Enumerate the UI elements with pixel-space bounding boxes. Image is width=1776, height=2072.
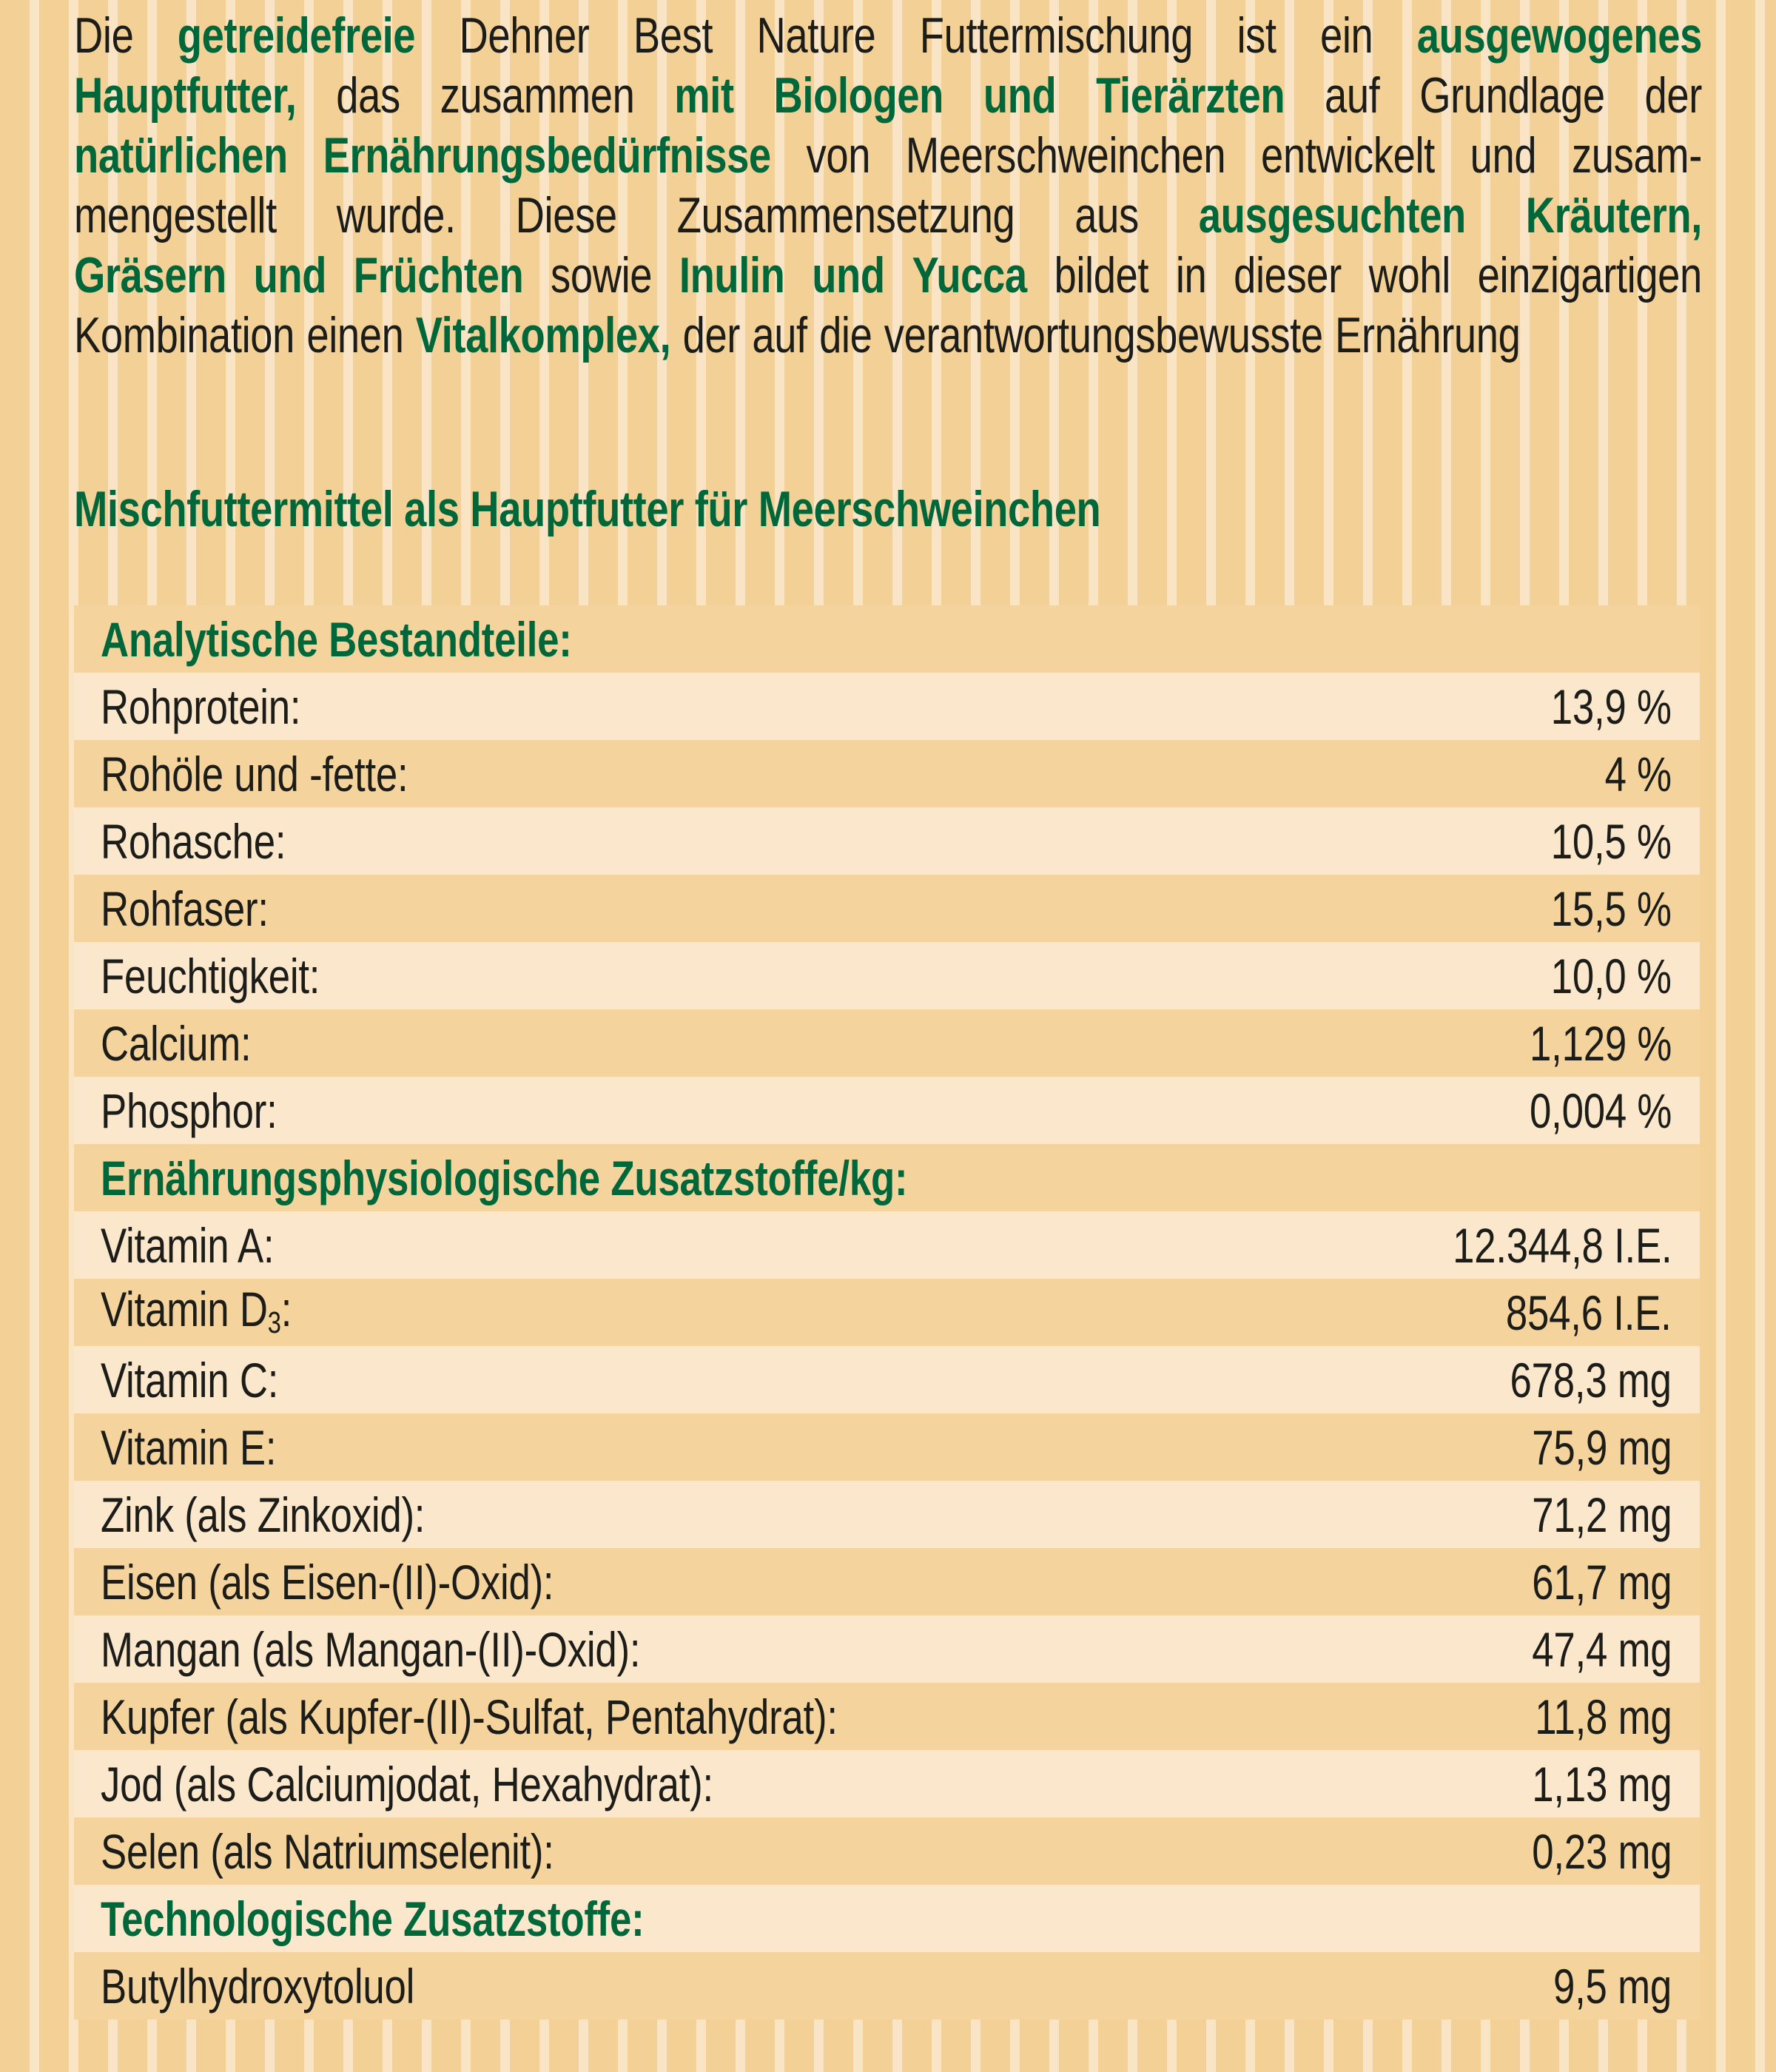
intro-word: dieser [1234, 247, 1342, 303]
intro-word: wohl [1368, 247, 1450, 303]
intro-line [74, 6, 1702, 66]
nutrient-label: Jod (als Calciumjodat, Hexahydrat): [101, 1756, 713, 1812]
table-row [74, 875, 1700, 942]
nutrient-value: 0,004 % [1529, 1083, 1672, 1138]
table-section-header [74, 1885, 1700, 1952]
intro-word: Die [74, 7, 134, 64]
intro-word: Inulin [679, 247, 785, 303]
nutrient-value: 11,8 mg [1534, 1689, 1672, 1744]
intro-word: auf [752, 307, 807, 363]
nutrient-label: Selen (als Natriumselenit): [101, 1823, 554, 1879]
table-row [74, 1413, 1700, 1481]
intro-line [74, 66, 1702, 126]
intro-word: getreidefreie [177, 7, 416, 64]
intro-word: verantwortungsbewusste [884, 307, 1323, 363]
nutrient-label: Vitamin A: [101, 1217, 275, 1273]
intro-word: mit [674, 67, 734, 124]
intro-word: wurde. [336, 187, 456, 243]
intro-word: Hauptfutter, [74, 67, 297, 124]
nutrient-label: Mangan (als Mangan-(II)-Oxid): [101, 1621, 641, 1677]
intro-word: ist [1237, 7, 1276, 64]
intro-word: Nature [756, 7, 876, 64]
table-row [74, 1817, 1700, 1885]
intro-word: das [336, 67, 400, 124]
intro-word: Grundlage [1419, 67, 1605, 124]
nutrient-value: 15,5 % [1551, 881, 1672, 936]
intro-line [74, 186, 1702, 246]
nutrient-label: Butylhydroxytoluol [101, 1958, 415, 2014]
table-row [74, 1346, 1700, 1413]
intro-word: ausgesuchten [1198, 187, 1466, 243]
table-row [74, 942, 1700, 1009]
intro-word: Kräutern, [1525, 187, 1702, 243]
intro-word: Best [633, 7, 713, 64]
nutrient-value: 47,4 mg [1531, 1621, 1672, 1677]
intro-line [74, 306, 1702, 366]
table-row [74, 807, 1700, 875]
intro-word: mengestellt [74, 187, 277, 243]
nutrient-value: 13,9 % [1551, 679, 1672, 734]
intro-word: Yucca [912, 247, 1027, 303]
intro-word: von [806, 127, 871, 184]
table-row [74, 1615, 1700, 1683]
nutrient-value: 1,13 mg [1531, 1756, 1672, 1812]
intro-word: die [819, 307, 872, 363]
intro-word: in [1175, 247, 1207, 303]
intro-word: zusam- [1571, 127, 1702, 184]
intro-word: und [983, 67, 1057, 124]
nutrient-value: 61,7 mg [1531, 1554, 1672, 1610]
nutrient-value: 71,2 mg [1531, 1487, 1672, 1542]
intro-word: aus [1074, 187, 1139, 243]
intro-word: und [812, 247, 885, 303]
nutrient-value: 10,5 % [1551, 813, 1672, 869]
nutrient-label: Eisen (als Eisen-(II)-Oxid): [101, 1554, 554, 1610]
table-row [74, 1481, 1700, 1548]
intro-word: Vitalkomplex, [415, 307, 671, 363]
nutrient-value: 4 % [1604, 746, 1672, 801]
section-title: Analytische Bestandteile: [101, 611, 572, 667]
intro-line [74, 126, 1702, 186]
nutrient-value: 0,23 mg [1531, 1823, 1672, 1879]
section-title: Ernährungsphysiologische Zusatzstoffe/kg: [101, 1150, 908, 1205]
intro-word: und [1470, 127, 1537, 184]
intro-word: und [253, 247, 327, 303]
nutrient-value: 678,3 mg [1510, 1352, 1672, 1407]
intro-word: der [682, 307, 741, 363]
nutrient-label: Rohasche: [101, 813, 286, 869]
intro-word: Diese [515, 187, 617, 243]
nutrient-label: Zink (als Zinkoxid): [101, 1487, 426, 1542]
intro-word: Gräsern [74, 247, 226, 303]
intro-word: Früchten [353, 247, 524, 303]
product-subtitle: Mischfuttermittel als Hauptfutter für Meerschweinchen [74, 481, 1101, 537]
section-title: Technologische Zusatzstoffe: [101, 1891, 645, 1946]
nutrient-value: 10,0 % [1551, 948, 1672, 1003]
intro-word: Dehner [459, 7, 590, 64]
nutrient-value: 9,5 mg [1553, 1958, 1672, 2014]
nutrient-label: Feuchtigkeit: [101, 948, 320, 1003]
intro-word: Biologen [773, 67, 944, 124]
intro-word: Meerschweinchen [905, 127, 1226, 184]
nutrient-value: 1,129 % [1529, 1015, 1672, 1071]
table-row [74, 740, 1700, 807]
table-row [74, 1279, 1700, 1346]
table-section-header [74, 605, 1700, 673]
table-row [74, 1009, 1700, 1077]
nutrient-value: 12.344,8 I.E. [1452, 1217, 1672, 1273]
intro-word: Ernährung [1335, 307, 1521, 363]
table-section-header [74, 1144, 1700, 1211]
table-row [74, 1750, 1700, 1817]
nutrient-label: Rohprotein: [101, 679, 301, 734]
nutrient-label: Vitamin E: [101, 1419, 277, 1475]
intro-word: ein [1320, 7, 1373, 64]
intro-line [74, 246, 1702, 306]
nutrient-label: Vitamin $D_3$: [101, 1282, 292, 1339]
table-row [74, 1952, 1700, 2019]
intro-word: einen [306, 307, 404, 363]
nutrient-value: 854,6 I.E. [1506, 1285, 1672, 1340]
intro-paragraph [74, 6, 1702, 366]
intro-word: Tierärzten [1096, 67, 1285, 124]
nutrient-label: Rohöle und -fette: [101, 746, 408, 801]
table-row [74, 1548, 1700, 1615]
intro-word: entwickelt [1261, 127, 1435, 184]
intro-word: der [1644, 67, 1702, 124]
table-row [74, 1211, 1700, 1279]
intro-word: zusammen [440, 67, 635, 124]
intro-word: einzigartigen [1477, 247, 1702, 303]
intro-word: ausgewogenes [1416, 7, 1702, 64]
nutrient-label: Rohfaser: [101, 881, 269, 936]
intro-word: auf [1324, 67, 1380, 124]
intro-word: bildet [1054, 247, 1149, 303]
nutrient-label: Kupfer (als Kupfer-(II)-Sulfat, Pentahydrat): [101, 1689, 838, 1744]
table-row [74, 673, 1700, 740]
nutrient-label: Vitamin C: [101, 1352, 279, 1407]
nutrient-value: 75,9 mg [1531, 1419, 1672, 1475]
intro-word: natürlichen [74, 127, 288, 184]
nutrient-label: Phosphor: [101, 1083, 278, 1138]
nutrient-label: Calcium: [101, 1015, 252, 1071]
table-row [74, 1683, 1700, 1750]
table-row [74, 1077, 1700, 1144]
intro-word: sowie [551, 247, 653, 303]
intro-word: Futtermischung [919, 7, 1194, 64]
intro-word: Zusammensetzung [676, 187, 1015, 243]
nutrition-table [74, 605, 1700, 2019]
intro-word: Ernährungsbedürfnisse [323, 127, 771, 184]
intro-word: Kombination [74, 307, 295, 363]
